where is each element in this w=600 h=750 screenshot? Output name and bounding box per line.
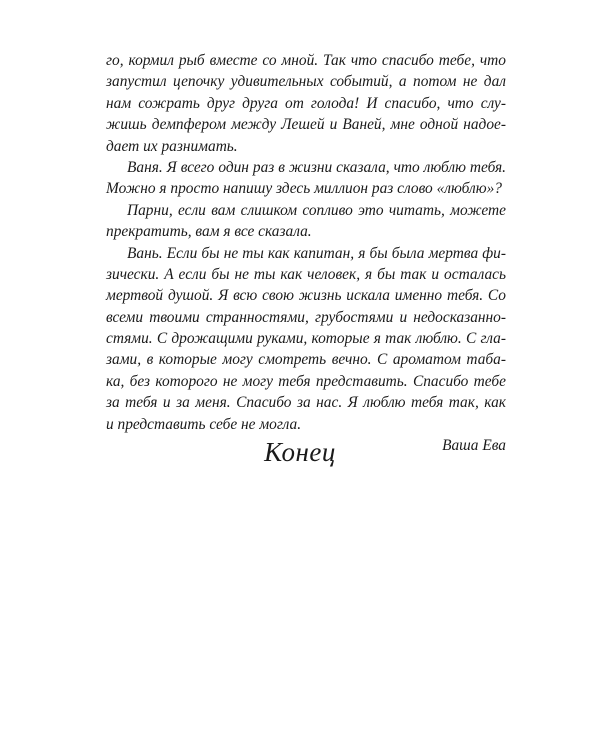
text-line: всеми твоими странностями, грубостями и недосказанно- bbox=[106, 308, 506, 326]
text-line: зически. А если бы не ты как человек, я бы так и осталась bbox=[106, 265, 506, 283]
text-line: нам сожрать друг друга от голода! И спасибо, что слу- bbox=[106, 94, 506, 112]
text-line: мертвой душой. Я всю свою жизнь искала именно тебя. Со bbox=[106, 287, 506, 305]
paragraph bbox=[106, 200, 506, 243]
text-line: стями. С дрожащими руками, которые я так люблю. С гла- bbox=[106, 330, 506, 348]
text-line: Можно я просто напишу здесь миллион раз слово «люблю»? bbox=[106, 180, 502, 198]
paragraph bbox=[106, 243, 506, 436]
text-line: Парни, если вам слишком сопливо это читать, можете bbox=[127, 201, 506, 219]
signature: Ваша Ева bbox=[442, 437, 506, 455]
text-line: дает их разнимать. bbox=[106, 137, 238, 155]
text-line: жишь демпфером между Лешей и Ваней, мне одной надое- bbox=[106, 116, 506, 134]
text-line: Вань. Если бы не ты как капитан, я бы была мертва фи- bbox=[127, 244, 506, 262]
text-line: го, кормил рыб вместе со мной. Так что спасибо тебе, что bbox=[106, 52, 506, 69]
paragraph bbox=[106, 50, 506, 157]
text-line: Ваня. Я всего один раз в жизни сказала, что люблю тебя. bbox=[127, 158, 506, 176]
text-line: за тебя и за меня. Спасибо за нас. Я люблю тебя так, как bbox=[106, 394, 506, 412]
page-text bbox=[106, 50, 506, 456]
text-line: ка, без которого не могу тебя представить. Спасибо тебе bbox=[106, 372, 506, 390]
text-line: запустил цепочку удивительных событий, а потом не дал bbox=[106, 73, 506, 91]
text-line: зами, в которые могу смотреть вечно. С ароматом таба- bbox=[106, 351, 506, 369]
end-title: Конец bbox=[264, 437, 336, 467]
text-line: и представить себе не могла. bbox=[106, 415, 302, 433]
text-line: прекратить, вам я все сказала. bbox=[106, 223, 312, 241]
paragraph bbox=[106, 157, 506, 200]
